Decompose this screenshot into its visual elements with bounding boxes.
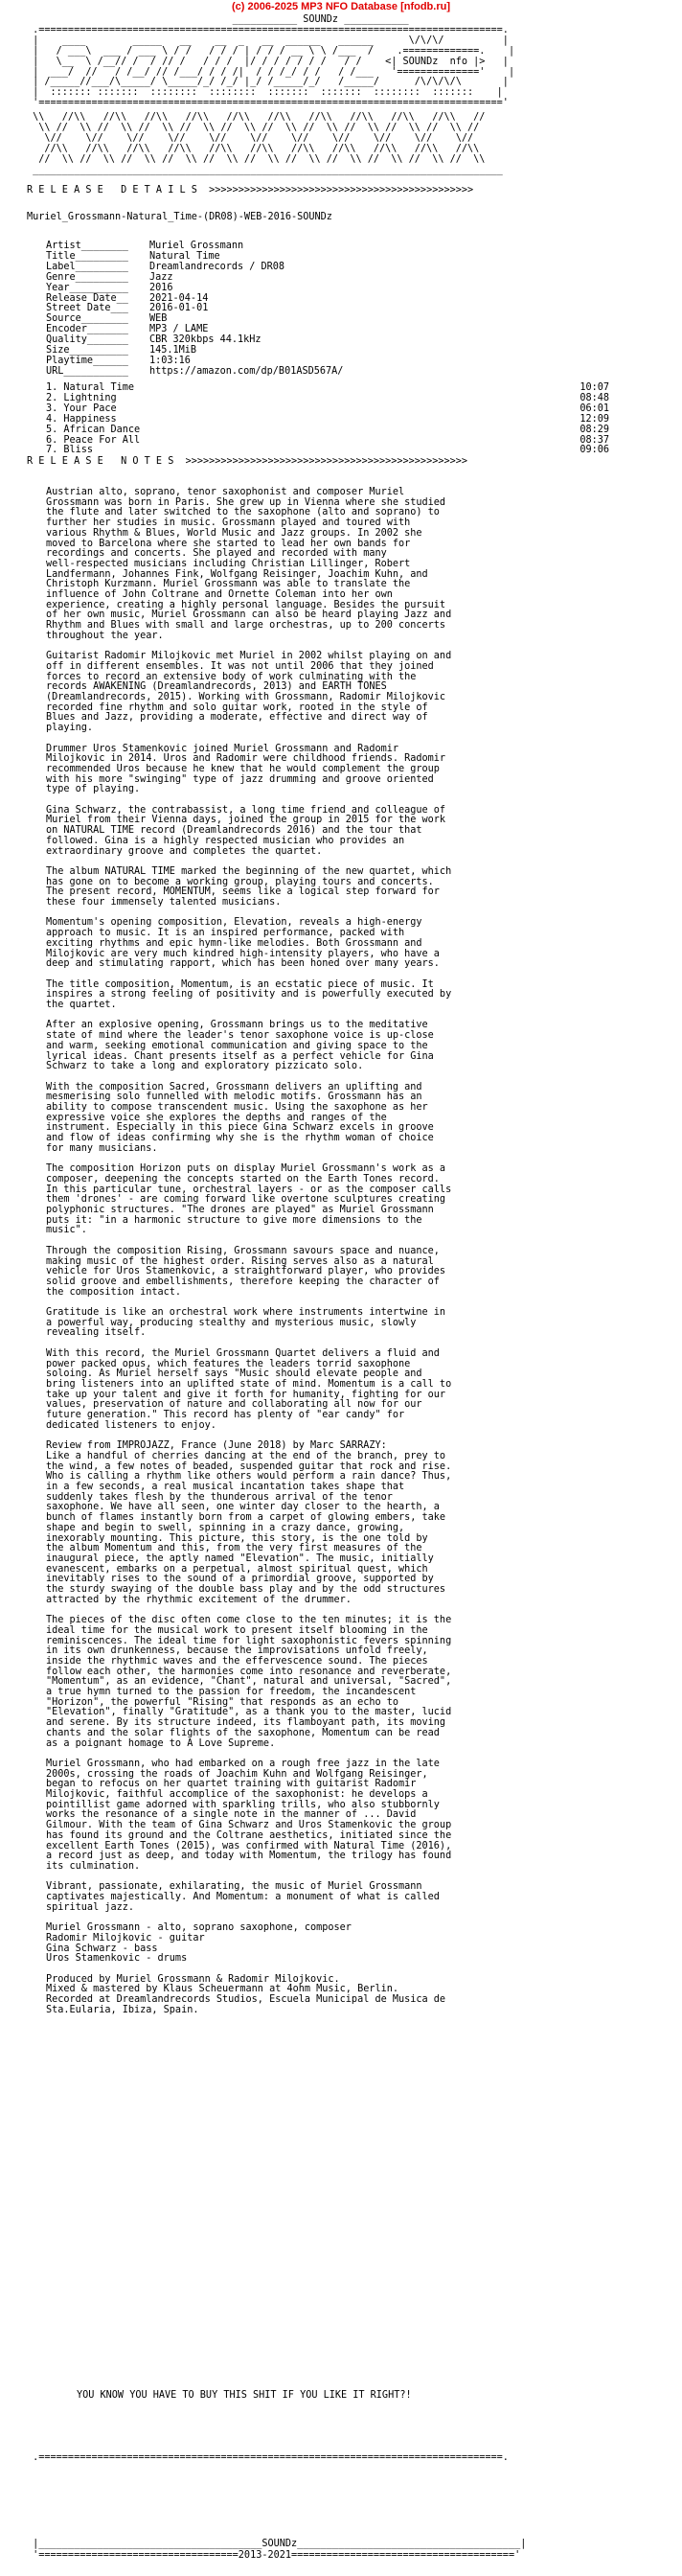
detail-value: 2016-01-01 (149, 303, 209, 314)
tracklist (46, 383, 609, 456)
notes-paragraph: The title composition, Momentum, is an ecstatic piece of music. It inspires a strong feeling of positivity and is powerfully executed by the quartet. (46, 978, 452, 1011)
notes-paragraph: Gratitude is like an orchestral work where instruments intertwine in a powerful way, producing stealthy and mysterious music, slowly revealing itself. (46, 1307, 446, 1339)
notes-paragraph: Muriel Grossmann - alto, soprano saxophone, composer Radomir Milojkovic - guitar Gina Schwarz - bass Uros Stamenkovic - drums (46, 1922, 352, 1965)
detail-key: Label_________ (46, 261, 128, 272)
detail-value: WEB (149, 313, 168, 325)
detail-value: Muriel Grossmann (149, 241, 244, 251)
release-name: Muriel_Grossmann-Natural_Time-(DR08)-WEB-2016-SOUNDz (27, 212, 332, 222)
release-details-table (46, 242, 343, 378)
notes-paragraph: Muriel Grossmann, who had embarked on a rough free jazz in the late 2000s, crossing the roads of Joachim Kuhn and Wolfgang Reisinger, began to refocus on her quartet training with guitarist Radomir Milojkovic, faithful accomplice of the saxophonist: he develops a pointillist game adorned with sparkling trills, who also stubbornly works the resonance of a single note in the manner of ... David Gilmour. With the team of Gina Schwarz and Uros Stamenkovic the group has found its ground and the Coltrane aesthetics, initiated since the excellent Earth Tones (2015), was confirmed with Natural Time (2016), a record just as deep, and today with Momentum, the trilogy has found its culmination. (46, 1758, 452, 1872)
notes-paragraph: The pieces of the disc often come close to the ten minutes; it is the ideal time for the musical work to present itself blooming in the reminiscences. The ideal time for light saxophonistic fevers spinning in its own drunkenness, because the improvisations unfold freely, inside the rhythmic waves and the effervescence sound. The pieces follow each other, the harmonies come into resonance and reverberate, "Momentum", as an evidence, "Chant", natural and universal, "Sacred", a true hymn turned to the passion for freedom, the incandescent "Horizon", the powerful "Rising" that responds as an echo to "Elevation", finally "Gratitude", as a thank you to the master, lucid and serene. By its structure indeed, its flamboyant path, its moving chants and the solar flights of the saxophone, Momentum can be read as a poignant homage to A Love Supreme. (46, 1615, 452, 1749)
release-notes-heading: R E L E A S E N O T E S >>>>>>>>>>>>>>>>>>>>>>>>>>>>>>>>>>>>>>>>>>>>>>>> (27, 456, 468, 467)
track-row (46, 404, 609, 415)
release-details-heading: R E L E A S E D E T A I L S >>>>>>>>>>>>>>>>>>>>>>>>>>>>>>>>>>>>>>>>>>>>> (27, 185, 474, 196)
track-row (46, 426, 609, 436)
track-row (46, 383, 609, 394)
notes-paragraph: Review from IMPROJAZZ, France (June 2018) by Marc SARRAZY: Like a handful of cherries dancing at the end of the branch, prey to the wind, a few notes of beaded, suspended guitar that rock and rise. Who is calling a rhythm like others would perform a rain dance? Thus, in a few seconds, a real musical incantation takes shape that suddenly takes flesh by the thunderous arrival of the tenor saxophone. We have all seen, one winter day closer to the hearth, a bunch of flames instantly born from a carpet of glowing embers, take shape and begin to swell, spinning in a crazy dance, growing, inexorably mounting. This picture, this story, is the one told by the album Momentum and this, from the very first measures of the inaugural piece, the aptly named "Elevation". The music, initially evanescent, embarks on a perpetual, almost spiritual quest, which inevitably rises to the sound of a primordial groove, supported by the sturdy swaying of the double bass play and by the odd structures attracted by the rhythmic excitement of the drummer. (46, 1440, 452, 1605)
detail-key: Encoder_______ (46, 324, 128, 335)
ascii-divider-art: \\ //\\ //\\ //\\ //\\ //\\ //\\ //\\ //\\ //\\ //\\ // \\ // \\ // \\ // \\ // \\ // \\ // \\ // \\ // \\ // \\ // \\ // \// \// \// \// \// \// \// \// \// \// \// //\\ //\\ //\\ //\\ //\\ //\\ //\\ //\\ //\\ //\\ //\\ // \\ // \\ // \\ // \\ // \\ // \\ // \\ // \\ // \\ // \\ // \\ ________________________________________________________________________________ (33, 112, 503, 175)
notes-paragraph: The composition Horizon puts on display Muriel Grossmann's work as a composer, deepening the concepts started on the Earth Tones record. In this particular tune, orchestral layers - or as the composer calls them 'drones' - are coming forward like overtone sculptures creating polyphonic structures. "The drones are played" as Muriel Grossmann puts it: "in a harmonic structure to give more dimensions to the music". (46, 1163, 452, 1236)
notes-paragraph: Vibrant, passionate, exhilarating, the music of Muriel Grossmann captivates majestically. And Momentum: a monument of what is called spiritual jazz. (46, 1881, 440, 1913)
detail-value: 2016 (149, 282, 173, 293)
notes-paragraph: The album NATURAL TIME marked the beginning of the new quartet, which has gone on to become a working group, playing tours and concerts. The present record, MOMENTUM, seems like a logical step forward for these four immensely talented musicians. (46, 865, 452, 908)
track-duration: 10:07 (580, 382, 609, 393)
track-duration: 06:01 (580, 402, 609, 414)
detail-key: Genre_________ (46, 271, 128, 283)
detail-row (46, 367, 343, 378)
notes-paragraph: Austrian alto, soprano, tenor saxophonist and composer Muriel Grossmann was born in Paris. She grew up in Vienna where she studied the flute and later switched to the saxophone (alto and soprano) to further her studies in music. Grossmann played and toured with various Rhythm & Blues, World Music and Jazz groups. In 2002 she moved to Barcelona where she started to lead her own bands for recordings and concerts. She played and recorded with many well-respected musicians including Christian Lillinger, Robert Landfermann, Johannes Fink, Wolfgang Reisinger, Joachim Kuhn, and Christoph Kurzmann. Muriel Grossmann was able to translate the influence of John Coltrane and Ornette Coleman into her own experience, creating a highly personal language. Besides the pursuit of her own music, Muriel Grossmann can also be heard playing Jazz and Rhythm and Blues with small and large orchestras, up to 200 concerts throughout the year. (46, 487, 452, 641)
track-title: 7. Bliss (46, 445, 94, 456)
notes-paragraph: After an explosive opening, Grossmann brings us to the meditative state of mind where the leader's tenor saxophone voice is up-close and warm, seeking emotional communication and giving space to the lyrical ideas. Chant presents itself as a perfect vehicle for Gina Schwarz to take a long and exploratory pizzicato solo. (46, 1020, 434, 1072)
detail-key: Release Date__ (46, 292, 128, 304)
notes-paragraph: Produced by Muriel Grossmann & Radomir Milojkovic. Mixed & mastered by Klaus Scheuermann at 4ohm Music, Berlin. Recorded at Dreamlandrecords Studios, Escuela Municipal de Musica de Sta.Eularia, Ibiza, Spain. (46, 1973, 446, 2015)
track-title: 5. African Dance (46, 424, 141, 435)
detail-key: Quality_______ (46, 334, 128, 346)
track-row (46, 436, 609, 447)
detail-key: Street Date___ (46, 303, 128, 314)
detail-value: Natural Time (149, 250, 220, 262)
tagline: YOU KNOW YOU HAVE TO BUY THIS SHIT IF YOU LIKE IT RIGHT?! (77, 2390, 412, 2401)
track-title: 1. Natural Time (46, 382, 135, 393)
track-duration: 12:09 (580, 413, 609, 425)
notes-paragraph: With this record, the Muriel Grossmann Quartet delivers a fluid and power packed opus, which features the leaders torrid saxophone soloing. As Muriel herself says "Music should elevate people and bring listeners into an uplifted state of mind. Momentum is a call to take up your talent and give it forth for humanity, fighting for our values, preservation of nature and collaborating all now for our future generation." This record has plenty of "ear candy" for dedicated listeners to enjoy. (46, 1347, 452, 1431)
track-title: 6. Peace For All (46, 434, 141, 446)
detail-value: MP3 / LAME (149, 324, 209, 335)
detail-value: Dreamlandrecords / DR08 (149, 261, 285, 272)
detail-row (46, 284, 343, 294)
track-duration: 08:48 (580, 392, 609, 403)
detail-value: 145.1MiB (149, 345, 197, 356)
detail-key: Title_________ (46, 250, 128, 262)
notes-paragraph: Guitarist Radomir Milojkovic met Muriel in 2002 whilst playing on and off in different ensembles. It was not until 2006 that they joined forces to record an extensive body of work culminating with the records AWAKENING (Dreamlandrecords, 2013) and EARTH TONES (Dreamlandrecords, 2015). Working with Grossmann, Radomir Milojkovic recorded fine rhythm and solo guitar work, rooted in the style of Blues and Jazz, providing a moderate, effective and direct way of playing. (46, 651, 452, 734)
track-duration: 08:37 (580, 434, 609, 446)
detail-key: Year__________ (46, 282, 128, 293)
track-title: 2. Lightning (46, 392, 117, 403)
site-credit: (c) 2006-2025 MP3 NFO Database [nfodb.ru] (231, 1, 450, 12)
track-row (46, 446, 609, 456)
notes-paragraph: Momentum's opening composition, Elevation, reveals a high-energy approach to music. It is an inspired performance, packed with exciting rhythms and epic hymn-like melodies. Both Grossmann and Milojkovic are very much kindred high-intensity players, who have a deep and stimulating rapport, which has been honed over many years. (46, 917, 440, 970)
track-title: 3. Your Pace (46, 402, 117, 414)
track-duration: 09:06 (580, 445, 609, 456)
footer-top: .===============================================================================. (27, 2452, 509, 2463)
detail-value: 2021-04-14 (149, 292, 209, 304)
detail-key: Source________ (46, 313, 128, 325)
notes-paragraph: Gina Schwarz, the contrabassist, a long time friend and colleague of Muriel from their Vienna days, joined the group in 2015 for the work on NATURAL TIME record (Dreamlandrecords 2016) and the tour that followed. Gina is a highly respected musician who provides an extraordinary groove and completes the quartet. (46, 804, 446, 857)
track-row (46, 415, 609, 426)
detail-value: Jazz (149, 271, 173, 283)
detail-value[interactable]: https://amazon.com/dp/B01ASD567A/ (149, 365, 344, 377)
footer-mid: |______________________________________SOUNDz______________________________________| (27, 2539, 527, 2549)
footer-bottom: '==================================2013-2021======================================' (27, 2550, 521, 2561)
detail-key: Playtime______ (46, 355, 128, 366)
release-notes-body (46, 488, 621, 2026)
detail-key: Size__________ (46, 345, 128, 356)
track-title: 4. Happiness (46, 413, 117, 425)
notes-paragraph: Through the composition Rising, Grossmann savours space and nuance, making music of the highest order. Rising serves also as a natural vehicle for Uros Stamenkovic, a straightforward player, who provides solid groove and embellishments, therefore keeping the character of the composition intact. (46, 1245, 446, 1298)
notes-paragraph: Drummer Uros Stamenkovic joined Muriel Grossmann and Radomir Milojkovic in 2014. Uros and Radomir were childhood friends. Radomir recommended Uros because he knew that he would complement the group with his more "swinging" type of jazz drumming and groove oriented type of playing. (46, 743, 446, 795)
detail-key: URL___________ (46, 365, 128, 377)
notes-paragraph: With the composition Sacred, Grossmann delivers an uplifting and mesmerising solo funnelled with melodic motifs. Grossmann has an ability to compose transcendent music. Using the saxophone as her expressive voice she explores the depths and ranges of the instrument. Especially in this piece Gina Schwarz excels in groove and flow of ideas confirming why she is the rhythm woman of choice for many musicians. (46, 1081, 434, 1154)
track-duration: 08:29 (580, 424, 609, 435)
track-row (46, 394, 609, 404)
detail-row (46, 273, 343, 284)
detail-value: 1:03:16 (149, 355, 191, 366)
detail-key: Artist________ (46, 241, 128, 251)
detail-value: CBR 320kbps 44.1kHz (149, 334, 261, 346)
ascii-logo: ___________ SOUNDz ___________ .===============================================================================. | ____ _____ __ __ _ __ ______ ______ \/\/\/ | | / ___\ ___ / ___ \ / / / / / | / / / __ \ \ /___ / .=============. | | \__ \ /__// / / // / / / / |/ / / / / / / / / <| SOUNDz nfo |> | | ___/ // / /__/ // /___/ / / /| / / /_/ / / / /___ '==============' | | /_____//___/\_____/ \_____/_/ /_/ |_/ /_____/_/ /_____/ /\/\/\/\ | | ::::::: ::::::: :::::::: :::::::: ::::::: ::::::: :::::::: ::::::: | '===============================================================================' (33, 14, 515, 109)
